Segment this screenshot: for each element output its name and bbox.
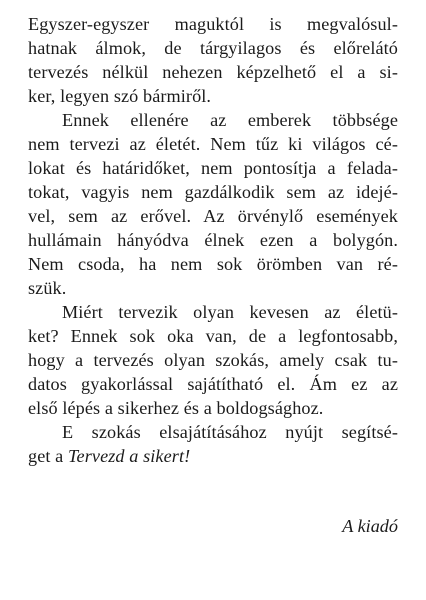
text-line: első lépés a sikerhez és a boldogsághoz.: [28, 398, 324, 418]
text-line: lokat és határidőket, nem pontosítja a felada-: [28, 158, 398, 178]
text-line: datos gyakorlással sajátítható el. Ám ez az: [28, 374, 398, 394]
text-line: hatnak álmok, de tárgyilagos és előrelátó: [28, 38, 398, 58]
text-line-with-title: [28, 444, 398, 468]
paragraph-3: [28, 300, 398, 420]
paragraph-4: [28, 420, 398, 468]
paragraph-1: [28, 12, 398, 108]
text-line: Nem csoda, ha nem sok örömben van ré-: [28, 254, 398, 274]
text-line: tokat, vagyis nem gazdálkodik sem az idejé-: [28, 182, 398, 202]
text-line: vel, sem az erővel. Az örvénylő események: [28, 206, 398, 226]
signature: A kiadó: [342, 516, 398, 536]
text-line: ker, legyen szó bármiről.: [28, 86, 212, 106]
text-line: hogy a tervezés olyan szokás, amely csak tu-: [28, 350, 398, 370]
text-line: szük.: [28, 278, 67, 298]
text-fragment: get a: [28, 446, 68, 466]
text-line: Miért tervezik olyan kevesen az életü-: [62, 302, 398, 322]
book-title: Tervezd a sikert!: [68, 446, 191, 466]
text-line: nem tervezi az életét. Nem tűz ki világos cé-: [28, 134, 398, 154]
body-text: [28, 12, 398, 468]
text-line: Ennek ellenére az emberek többsége: [62, 110, 398, 130]
text-line: E szokás elsajátításához nyújt segítsé-: [62, 422, 398, 442]
text-line: hullámain hányódva élnek ezen a bolygón.: [28, 230, 398, 250]
text-line: Egyszer-egyszer maguktól is megvalósul-: [28, 14, 398, 34]
text-line: ket? Ennek sok oka van, de a legfontosabb,: [28, 326, 398, 346]
text-line: tervezés nélkül nehezen képzelhető el a si-: [28, 62, 398, 82]
paragraph-2: [28, 108, 398, 300]
